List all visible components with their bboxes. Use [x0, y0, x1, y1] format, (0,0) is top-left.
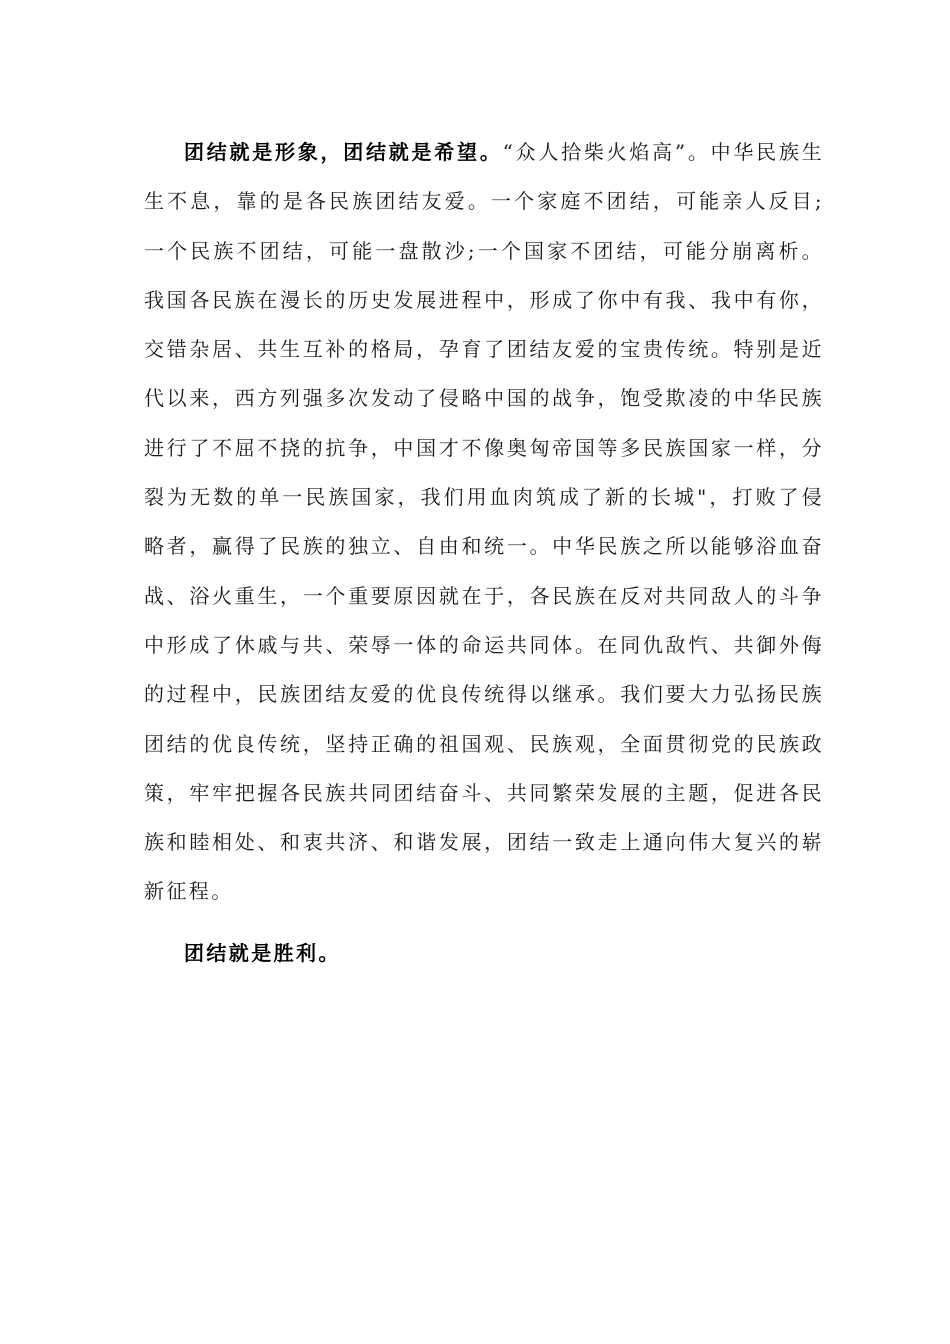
paragraph-heading: 团结就是胜利。 — [184, 940, 341, 965]
paragraph-victory — [144, 929, 824, 978]
document-body — [144, 128, 824, 978]
paragraph-image-and-hope — [144, 128, 824, 917]
paragraph-heading: 团结就是形象，团结就是希望。 — [184, 140, 503, 164]
paragraph-text: “众人拾柴火焰高”。中华民族生生不息，靠的是各民族团结友爱。一个家庭不团结，可能亲人反目;一个民族不团结，可能一盘散沙;一个国家不团结，可能分崩离析。我国各民族在漫长的历史发展进程中，形成了你中有我、我中有你，交错杂居、共生互补的格局，孕育了团结友爱的宝贵传统。特别是近代以来，西方列强多次发动了侵略中国的战争，饱受欺凌的中华民族进行了不屈不挠的抗争，中国才不像奥匈帝国等多民族国家一样，分裂为无数的单一民族国家，我们用血肉筑成了新的长城"，打败了侵略者，赢得了民族的独立、自由和统一。中华民族之所以能够浴血奋战、浴火重生，一个重要原因就在于，各民族在反对共同敌人的斗争中形成了休戚与共、荣辱一体的命运共同体。在同仇敌忾、共御外侮的过程中，民族团结友爱的优良传统得以继承。我们要大力弘扬民族团结的优良传统，坚持正确的祖国观、民族观，全面贯彻党的民族政策，牢牢把握各民族共同团结奋斗、共同繁荣发展的主题，促进各民族和睦相处、和衷共济、和谐发展，团结一致走上通向伟大复兴的崭新征程。 — [144, 140, 824, 904]
